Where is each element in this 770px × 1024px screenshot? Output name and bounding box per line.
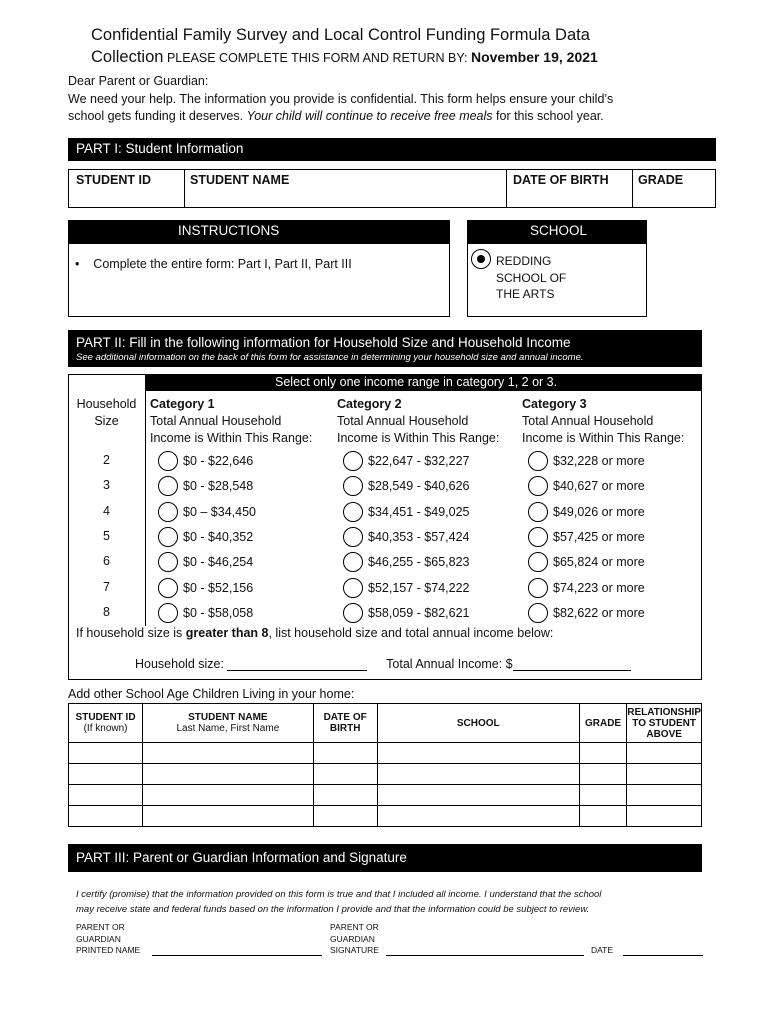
table-row (69, 806, 702, 827)
income-row (68, 577, 702, 602)
part1-header-text: PART I: Student Information (76, 141, 244, 156)
student-id-header: STUDENT ID (76, 173, 151, 187)
income-range-label: $49,026 or more (553, 504, 645, 519)
income-range-label: $57,425 or more (553, 529, 645, 544)
household-size-input[interactable] (227, 657, 367, 671)
intro-line2 (68, 108, 613, 126)
form-title (91, 24, 598, 69)
table-row (69, 785, 702, 806)
kids-grade-cell[interactable] (579, 806, 626, 827)
income-row (68, 450, 702, 475)
income-radio[interactable] (343, 451, 363, 471)
category-3-name: Category 3 (522, 397, 587, 411)
table-row (69, 764, 702, 785)
kids-dob-header (313, 704, 377, 743)
intro-line2c: for this school year. (492, 109, 604, 123)
income-radio[interactable] (528, 578, 548, 598)
intro-line1: We need your help. The information you provide is confidential. This form helps ensure your child’s (68, 91, 614, 106)
kids-name-cell[interactable] (143, 764, 314, 785)
bullet-icon: • (75, 257, 80, 271)
kids-name-cell[interactable] (143, 743, 314, 764)
income-radio[interactable] (158, 451, 178, 471)
part2-subheader: See additional information on the back of this form for assistance in determining your household size and annual income. (76, 352, 584, 363)
printed-label2: GUARDIAN (76, 933, 121, 944)
income-option-cat3[interactable] (528, 578, 645, 598)
income-option-cat2[interactable] (343, 502, 469, 522)
income-range-label: $40,353 - $57,424 (368, 529, 470, 544)
kids-rel-label2: TO STUDENT (632, 717, 696, 729)
kids-relationship-header (627, 704, 702, 743)
income-option-cat2[interactable] (343, 476, 469, 496)
sig-label2: GUARDIAN (330, 933, 375, 944)
household-size-value: 3 (103, 478, 110, 493)
other-children-table (68, 703, 702, 827)
income-radio[interactable] (528, 451, 548, 471)
kids-school-header: SCHOOL (377, 704, 579, 743)
household-size-value: 7 (103, 579, 110, 594)
kids-id-cell[interactable] (69, 764, 143, 785)
certify-line1: I certify (promise) that the information provided on this form is true and that I included all income. I understand that the school (76, 889, 602, 900)
income-radio[interactable] (158, 476, 178, 496)
kids-dob-cell[interactable] (313, 764, 377, 785)
income-option-cat2[interactable] (343, 552, 469, 572)
greater-note-b: greater than 8 (185, 626, 269, 640)
kids-name-note: Last Name, First Name (176, 723, 280, 734)
income-range-label: $58,059 - $82,621 (368, 605, 470, 620)
due-date: November 19, 2021 (470, 49, 598, 65)
printed-label3: PRINTED NAME (76, 945, 141, 955)
greeting: Dear Parent or Guardian: (68, 74, 209, 88)
household-size-value: 2 (103, 453, 110, 467)
income-radio[interactable] (158, 552, 178, 572)
income-radio[interactable] (528, 552, 548, 572)
household-size-label2: Size (94, 414, 119, 428)
income-row (68, 475, 702, 500)
income-radio[interactable] (343, 476, 363, 496)
income-range-label: $52,157 - $74,222 (368, 580, 470, 595)
income-range-label: $74,223 or more (553, 580, 645, 595)
income-option-cat3[interactable] (528, 527, 645, 547)
other-children-label: Add other School Age Children Living in your home: (68, 687, 355, 701)
school-name-line2: SCHOOL OF (496, 270, 567, 285)
part3-header (68, 844, 702, 872)
category-1-name: Category 1 (150, 397, 215, 411)
greater-than-8-note (76, 626, 553, 640)
part2-header-text: PART II: Fill in the following information for Household Size and Household Income (76, 335, 571, 350)
category-1-header (150, 396, 312, 447)
income-option-cat1[interactable] (158, 451, 253, 471)
kids-id-cell[interactable] (69, 785, 143, 806)
printed-name-label (76, 922, 140, 957)
instructions-header-text: INSTRUCTIONS (178, 223, 280, 238)
kids-rel-label3: ABOVE (646, 728, 682, 740)
income-radio[interactable] (158, 578, 178, 598)
kids-id-cell[interactable] (69, 743, 143, 764)
income-option-cat1[interactable] (158, 476, 253, 496)
total-income-input[interactable] (513, 657, 631, 671)
income-option-cat1[interactable] (158, 603, 253, 623)
income-option-cat2[interactable] (343, 451, 469, 471)
form-title-line1: Confidential Family Survey and Local Control Funding Formula Data (91, 26, 590, 44)
school-header (467, 220, 647, 243)
kids-name-cell[interactable] (143, 785, 314, 806)
kids-school-cell[interactable] (377, 806, 579, 827)
kids-id-header (69, 704, 143, 743)
income-row (68, 602, 702, 627)
kids-name-header (143, 704, 314, 743)
income-radio[interactable] (343, 552, 363, 572)
income-radio[interactable] (158, 527, 178, 547)
income-option-cat1[interactable] (158, 502, 256, 522)
student-id-cell[interactable] (69, 170, 185, 207)
category-3-line2: Income is Within This Range: (522, 431, 685, 445)
income-range-label: $34,451 - $49,025 (368, 504, 470, 519)
income-range-label: $0 – $34,450 (183, 504, 256, 519)
large-household-fields (135, 657, 631, 671)
household-size-value: 6 (103, 554, 110, 569)
income-range-label: $0 - $58,058 (183, 605, 254, 620)
intro-line2a: school gets funding it deserves. (68, 109, 247, 123)
kids-relationship-cell[interactable] (627, 785, 702, 806)
kids-dob-cell[interactable] (313, 743, 377, 764)
income-row (68, 526, 702, 551)
greater-note-a: If household size is (76, 626, 186, 640)
school-name-line1: REDDING (496, 254, 552, 268)
date-input[interactable] (623, 955, 703, 956)
income-option-cat3[interactable] (528, 603, 645, 623)
category-3-line1: Total Annual Household (522, 414, 654, 428)
kids-rel-label1: RELATIONSHIP (627, 706, 701, 718)
kids-dob-label2: BIRTH (329, 723, 361, 734)
certification-text (76, 887, 601, 917)
school-name-line3: THE ARTS (496, 287, 555, 301)
date-label: DATE (591, 945, 614, 955)
income-option-cat1[interactable] (158, 578, 253, 598)
signature-label (330, 922, 379, 957)
kids-school-cell[interactable] (377, 743, 579, 764)
income-radio[interactable] (528, 476, 548, 496)
income-range-label: $32,228 or more (553, 454, 645, 468)
kids-dob-label1: DATE OF (323, 712, 367, 723)
category-2-header (337, 396, 499, 447)
printed-name-input[interactable] (152, 955, 322, 956)
household-size-label1: Household (76, 397, 137, 411)
income-option-cat3[interactable] (528, 451, 645, 471)
sig-label1: PARENT OR (330, 922, 379, 932)
household-size-value: 8 (103, 604, 110, 619)
category-2-name: Category 2 (337, 397, 402, 411)
income-range-label: $28,549 - $40,626 (368, 479, 470, 494)
free-meals-note: Your child will continue to receive free meals (246, 109, 493, 123)
household-size-value: 4 (103, 503, 110, 518)
kids-school-cell[interactable] (377, 764, 579, 785)
part2-header (68, 330, 702, 367)
income-range-label: $0 - $40,352 (183, 529, 254, 544)
kids-relationship-cell[interactable] (627, 764, 702, 785)
instructions-header (68, 220, 450, 243)
printed-label1: PARENT OR (76, 922, 125, 932)
student-info-table (68, 169, 716, 208)
income-option-cat2[interactable] (343, 527, 469, 547)
income-option-cat3[interactable] (528, 552, 645, 572)
kids-grade-cell[interactable] (579, 785, 626, 806)
kids-grade-cell[interactable] (579, 764, 626, 785)
return-instruction: PLEASE COMPLETE THIS FORM AND RETURN BY: (163, 51, 471, 65)
income-row (68, 551, 702, 576)
kids-id-note: (If known) (83, 723, 128, 734)
kids-name-label: STUDENT NAME (188, 712, 268, 723)
household-size-header (68, 396, 145, 430)
income-range-label: $22,647 - $32,227 (368, 454, 470, 468)
instruction-bullet (75, 257, 352, 271)
income-range-label: $46,255 - $65,823 (368, 555, 470, 570)
category-2-line2: Income is Within This Range: (337, 431, 500, 445)
category-2-line1: Total Annual Household (337, 414, 469, 428)
income-option-cat2[interactable] (343, 578, 469, 598)
instructions-box (68, 243, 450, 317)
kids-relationship-cell[interactable] (627, 806, 702, 827)
income-radio[interactable] (528, 502, 548, 522)
income-range-label: $82,622 or more (553, 605, 645, 620)
kids-dob-cell[interactable] (313, 806, 377, 827)
grade-header: GRADE (638, 173, 684, 187)
kids-id-label: STUDENT ID (75, 712, 136, 723)
kids-id-cell[interactable] (69, 806, 143, 827)
income-option-cat1[interactable] (158, 552, 253, 572)
kids-grade-cell[interactable] (579, 743, 626, 764)
income-range-label: $65,824 or more (553, 555, 645, 570)
form-title-line2 (91, 46, 598, 69)
kids-school-cell[interactable] (377, 785, 579, 806)
select-note: Select only one income range in category 1, 2 or 3. (275, 375, 558, 389)
signature-input[interactable] (386, 955, 584, 956)
school-radio[interactable] (471, 249, 491, 269)
greater-note-c: , list household size and total annual income below: (268, 626, 554, 640)
school-box (467, 243, 647, 317)
grade-cell[interactable] (632, 170, 715, 207)
income-option-cat3[interactable] (528, 502, 645, 522)
income-radio[interactable] (343, 527, 363, 547)
income-range-label: $0 - $22,646 (183, 454, 254, 468)
intro-text (68, 73, 613, 126)
income-range-label: $40,627 or more (553, 479, 645, 494)
school-name (496, 253, 566, 303)
table-row (69, 743, 702, 764)
income-radio[interactable] (343, 502, 363, 522)
income-range-label: $0 - $28,548 (183, 479, 254, 494)
income-range-label: $0 - $52,156 (183, 580, 254, 595)
kids-grade-header: GRADE (579, 704, 626, 743)
income-radio[interactable] (528, 603, 548, 623)
kids-name-cell[interactable] (143, 806, 314, 827)
income-radio[interactable] (343, 603, 363, 623)
income-radio[interactable] (158, 502, 178, 522)
income-option-cat2[interactable] (343, 603, 469, 623)
school-header-text: SCHOOL (530, 223, 588, 238)
student-name-header: STUDENT NAME (190, 173, 290, 187)
sig-label3: SIGNATURE (330, 945, 379, 955)
income-option-cat3[interactable] (528, 476, 645, 496)
dob-cell[interactable] (506, 170, 633, 207)
household-size-field-label: Household size: (135, 657, 228, 671)
part1-header (68, 138, 716, 161)
instruction-text: Complete the entire form: Part I, Part II, Part III (93, 257, 352, 271)
form-title-collection: Collection (91, 48, 164, 66)
category-1-line1: Total Annual Household (150, 414, 282, 428)
total-income-field-label: Total Annual Income: $ (386, 657, 513, 671)
income-radio[interactable] (343, 578, 363, 598)
student-name-cell[interactable] (184, 170, 507, 207)
part3-header-text: PART III: Parent or Guardian Information and Signature (76, 850, 407, 865)
income-range-label: $0 - $46,254 (183, 555, 254, 570)
category-3-header (522, 396, 684, 447)
dob-header: DATE OF BIRTH (513, 173, 609, 187)
kids-dob-cell[interactable] (313, 785, 377, 806)
certify-line2: may receive state and federal funds based on the information I provide and that the information could be subject to review. (76, 904, 590, 915)
select-note-bar (145, 374, 702, 391)
category-1-line2: Income is Within This Range: (150, 431, 313, 445)
household-size-value: 5 (103, 528, 110, 543)
income-radio[interactable] (528, 527, 548, 547)
income-radio[interactable] (158, 603, 178, 623)
income-row (68, 501, 702, 526)
kids-relationship-cell[interactable] (627, 743, 702, 764)
income-option-cat1[interactable] (158, 527, 253, 547)
